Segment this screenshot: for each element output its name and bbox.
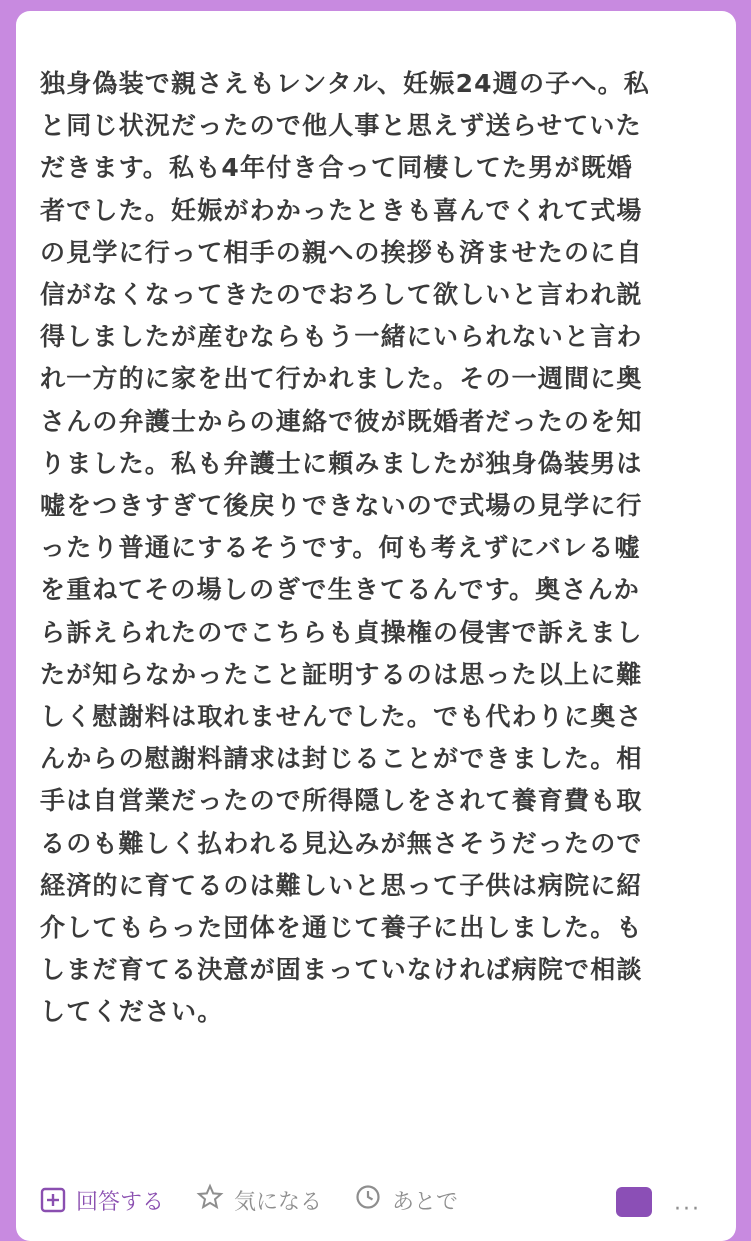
answer-text-line: りました。私も弁護士に頼みましたが独身偽装男は: [40, 448, 643, 478]
answer-text-line: るのも難しく払われる見込みが無さそうだったので: [40, 828, 643, 858]
answer-text-line: んからの慰謝料請求は封じることができました。相: [40, 744, 643, 774]
answer-text: [40, 63, 712, 1034]
clock-icon: [354, 1183, 382, 1217]
answer-button-label: 回答する: [76, 1189, 165, 1215]
like-button[interactable]: [196, 1183, 322, 1217]
later-button[interactable]: [354, 1183, 458, 1217]
answer-text-line: を重ねてその場しのぎで生きてるんです。奥さんか: [40, 575, 640, 605]
answer-text-line: 信がなくなってきたのでおろして欲しいと言われ説: [40, 280, 643, 310]
answer-text-line: 嘘をつきすぎて後戻りできないので式場の見学に行: [40, 491, 643, 521]
answer-text-line: ったり普通にするそうです。何も考えずにバレる嘘: [40, 533, 641, 563]
answer-text-line: と同じ状況だったので他人事と思えず送らせていた: [40, 111, 642, 141]
answer-text-line: 者でした。妊娠がわかったときも喜んでくれて式場: [40, 195, 643, 225]
answer-card: [16, 11, 736, 1241]
later-button-label: あとで: [392, 1189, 459, 1215]
like-button-label: 気になる: [234, 1189, 323, 1215]
answer-button[interactable]: [40, 1183, 164, 1217]
answer-text-line: してください。: [40, 997, 224, 1027]
answer-text-line: れ一方的に家を出て行かれました。その一週間に奥: [40, 364, 643, 394]
answer-text-line: 介してもらった団体を通じて養子に出しました。も: [40, 913, 643, 943]
answer-text-line: の見学に行って相手の親への挨拶も済ませたのに自: [40, 237, 643, 267]
purple-tag-icon[interactable]: [616, 1187, 652, 1217]
answer-text-line: ら訴えられたのでこちらも貞操権の侵害で訴えまし: [40, 617, 643, 647]
star-icon: [196, 1183, 224, 1217]
answer-text-line: 得しましたが産むならもう一緒にいられないと言わ: [40, 322, 643, 352]
plus-square-icon: [40, 1187, 66, 1213]
answer-text-line: 手は自営業だったので所得隠しをされて養育費も取: [40, 786, 643, 816]
answer-text-line: 経済的に育てるのは難しいと思って子供は病院に紹: [40, 870, 643, 900]
answer-text-line: しまだ育てる決意が固まっていなければ病院で相談: [40, 955, 643, 985]
answer-text-line: たが知らなかったこと証明するのは思った以上に難: [40, 659, 643, 689]
more-icon[interactable]: ···: [674, 1197, 701, 1222]
answer-text-line: だきます。私も4年付き合って同棲してた男が既婚: [40, 153, 633, 183]
answer-text-line: さんの弁護士からの連絡で彼が既婚者だったのを知: [40, 406, 643, 436]
answer-text-line: しく慰謝料は取れませんでした。でも代わりに奥さ: [40, 702, 643, 732]
answer-text-line: 独身偽装で親さえもレンタル、妊娠24週の子へ。私: [40, 69, 650, 98]
answer-actions-bar: [16, 1183, 736, 1223]
